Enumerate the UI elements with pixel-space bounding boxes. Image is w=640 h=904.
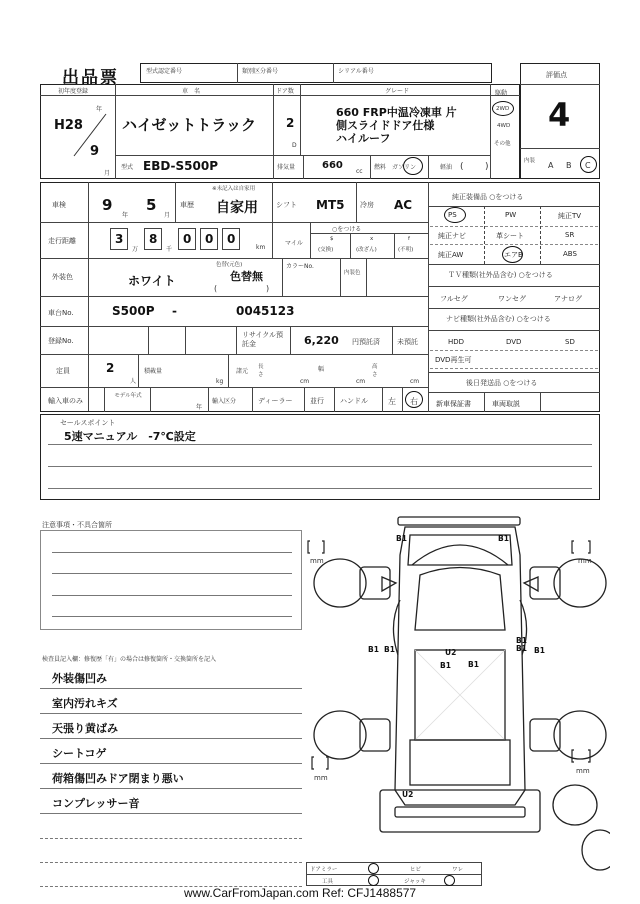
- eq-aw: 純正AW: [438, 251, 464, 259]
- mm-label-3: mm: [314, 774, 328, 782]
- interior-color-label: 内装色: [344, 270, 361, 276]
- legend-tool-circle: [368, 875, 379, 886]
- length-cm: cm: [300, 378, 310, 385]
- name-label: 車 名: [182, 88, 201, 95]
- note-item-3: 天張り黄ばみ: [52, 722, 118, 735]
- eq-sr: SR: [565, 231, 575, 239]
- eq-navi: 純正ナビ: [438, 232, 466, 240]
- first-reg-label: 初年度登録: [58, 88, 89, 95]
- tv-fullseg: フルセグ: [440, 295, 468, 303]
- tv-oneseg: ワンセグ: [498, 295, 526, 303]
- header-codes-box: [140, 63, 492, 83]
- opt-tamper: (改ざん): [356, 247, 377, 253]
- opt-unknown: (不明): [398, 247, 414, 253]
- parallel-label: 並行: [310, 397, 324, 405]
- legend-jack-circle: [444, 875, 455, 886]
- interior-c-circle: [580, 156, 597, 173]
- ac-label: 冷房: [360, 201, 374, 209]
- inspection-month: 5: [146, 196, 157, 214]
- tv-type-label: ＴＶ種類(社外品含む) ○をつける: [448, 271, 553, 279]
- opt-swap: (交換): [318, 247, 334, 253]
- eq-leather: 革シート: [496, 232, 524, 240]
- recycle-unpaid: 未預託: [397, 338, 418, 346]
- displacement: 660: [322, 160, 343, 171]
- mm-label-4: mm: [576, 767, 590, 775]
- chassis-number: 0045123: [236, 304, 295, 318]
- kg-unit: kg: [216, 378, 224, 385]
- damage-mark-6: B1: [440, 661, 451, 670]
- fuel-gasoline-circle: [403, 157, 423, 175]
- fuel-diesel: 軽油: [440, 164, 453, 171]
- opt-f: f: [408, 236, 410, 242]
- month-unit: 月: [104, 170, 111, 177]
- legend-break: ワレ: [452, 867, 464, 873]
- cc-unit: cc: [356, 168, 363, 175]
- damage-mark-1: B1: [396, 534, 407, 543]
- type-cert-label: 型式認定番号: [146, 68, 183, 75]
- inspector-label: 検査員記入欄：修復歴「有」の場合は修復箇所・交換箇所を記入: [42, 656, 217, 663]
- mm-label-1: mm: [310, 557, 324, 565]
- handle-label: ハンドル: [340, 397, 368, 405]
- doors-label: ドア数: [276, 88, 294, 95]
- exterior-color: ホワイト: [128, 274, 176, 288]
- person-unit: 人: [130, 378, 137, 385]
- grade-line-3: ハイルーフ: [336, 132, 391, 145]
- drive-2wd-circle: [492, 101, 514, 116]
- drive-other: その他: [494, 141, 511, 147]
- sales-point-label: セールスポイント: [60, 419, 116, 427]
- eq-ps: PS: [448, 211, 457, 219]
- opt-x: x: [370, 236, 374, 242]
- damage-mark-9: B1: [516, 644, 527, 653]
- first-reg-month: 9: [90, 144, 100, 159]
- repaint-paren-open: (: [214, 284, 218, 293]
- height-label: 高さ: [372, 364, 378, 378]
- grade-label: グレード: [385, 88, 410, 95]
- model-year-label: モデル年式: [114, 393, 142, 399]
- recycle-label: リサイクル預託金: [242, 331, 284, 348]
- year-unit: 年: [96, 106, 103, 113]
- door-count: 2: [286, 116, 295, 130]
- dvd-player: DVD再生可: [435, 356, 472, 364]
- width-label: 幅: [318, 366, 325, 373]
- eq-airbag: エアB: [504, 251, 523, 259]
- drive-4wd: 4WD: [497, 123, 511, 129]
- damage-mark-2: B1: [498, 534, 509, 543]
- shift-label: シフト: [276, 201, 297, 209]
- inspection-year-unit: 年: [122, 212, 129, 219]
- damage-mark-7: B1: [468, 660, 479, 669]
- drive-label: 駆動: [495, 90, 508, 97]
- new-car-warranty: 新車保証書: [436, 400, 471, 408]
- fuel-label: 燃料: [374, 164, 387, 171]
- ac-value: AC: [394, 198, 413, 212]
- miles-label: マイル: [285, 240, 303, 247]
- mileage-digit-2: 8: [149, 232, 158, 246]
- damage-mark-5: U2: [445, 648, 457, 657]
- capacity-value: 2: [106, 361, 115, 375]
- repaint-value: 色替無: [230, 270, 263, 283]
- sales-point-line-1: 5速マニュアル -7℃設定: [64, 430, 196, 443]
- eq-airbag-circle: [502, 246, 523, 263]
- fuel-paren-close: ): [485, 162, 489, 172]
- genuine-equipment-label: 純正装備品 ○をつける: [452, 193, 524, 201]
- note-item-4: シートコゲ: [52, 747, 107, 760]
- door-d: D: [292, 142, 297, 149]
- km-unit: km: [256, 244, 266, 251]
- legend-jack: ジャッキ: [404, 879, 426, 885]
- note-item-1: 外装傷凹み: [52, 672, 107, 685]
- capacity-label: 定員: [56, 367, 70, 375]
- color-no-label: カラーNo.: [286, 263, 314, 270]
- interior-c: C: [585, 161, 591, 170]
- mileage-digit-1: 3: [115, 232, 124, 246]
- repaint-paren-close: ): [266, 284, 270, 293]
- interior-a: A: [548, 161, 554, 170]
- load-label: 積載量: [144, 368, 163, 375]
- damage-mark-11: U2: [402, 790, 414, 799]
- recycle-amount: 6,220: [304, 334, 339, 347]
- legend-mirror-circle: [368, 863, 379, 874]
- navi-hdd: HDD: [448, 338, 465, 346]
- legend-tool: 工具: [322, 879, 334, 885]
- mm-label-2: mm: [578, 557, 592, 565]
- repaint-label: 色替(元色): [216, 262, 243, 268]
- damage-mark-10: B1: [534, 646, 545, 655]
- interior-label: 内装: [524, 158, 536, 164]
- navi-dvd: DVD: [506, 338, 522, 346]
- inspection-label: 車検: [52, 201, 66, 209]
- note-item-6: コンプレッサー音: [52, 797, 140, 810]
- model-label: 型式: [121, 164, 134, 171]
- opt-dollar: $: [330, 236, 334, 242]
- width-cm: cm: [356, 378, 366, 385]
- chassis-label: 車台No.: [48, 309, 74, 317]
- mileage-digit-3: 0: [183, 232, 192, 246]
- vehicle-manual: 車両取説: [492, 400, 520, 408]
- eq-tv: 純正TV: [558, 212, 582, 220]
- tv-analog: アナログ: [554, 295, 582, 303]
- man-unit: 万: [132, 246, 139, 253]
- navi-type-label: ナビ種類(社外品含む) ○をつける: [446, 315, 551, 323]
- grade-line-2: 側スライドドア仕様: [336, 119, 435, 132]
- car-name: ハイゼットトラック: [122, 116, 256, 134]
- circle-note: ○をつける: [332, 226, 362, 233]
- mileage-label: 走行距離: [48, 237, 76, 245]
- sheet-title: 出品票: [62, 68, 119, 88]
- damage-mark-3: B1: [368, 645, 379, 654]
- fuel-gasoline: ガソリン: [392, 164, 417, 171]
- displacement-label: 排気量: [277, 164, 296, 171]
- damage-mark-4: B1: [384, 645, 395, 654]
- note-item-2: 室内汚れキズ: [52, 697, 118, 710]
- shift-value: MT5: [316, 198, 345, 212]
- recycle-paid: 円預託済: [352, 338, 380, 346]
- history-value: 自家用: [216, 200, 258, 216]
- dims-label: 諸元: [236, 368, 249, 375]
- handle-right: 右: [410, 397, 418, 406]
- note-item-5: 荷箱傷凹みドア閉まり悪い: [52, 772, 184, 785]
- vehicle-diagram: [300, 505, 610, 885]
- notes-label: 注意事項・不具合箇所: [42, 521, 112, 529]
- drive-2wd: 2WD: [496, 106, 510, 112]
- handle-right-circle: [405, 391, 423, 408]
- history-label: 車歴: [180, 201, 194, 209]
- notes-box: [40, 530, 302, 630]
- eq-abs: ABS: [563, 250, 577, 258]
- handle-left: 左: [388, 397, 396, 406]
- grade-line-1: 660 FRP中温冷凍車 片: [336, 106, 457, 119]
- length-label: 長さ: [258, 364, 264, 378]
- score-label: 評価点: [546, 71, 567, 79]
- inspection-month-unit: 月: [164, 212, 171, 219]
- model-code: EBD-S500P: [143, 159, 218, 173]
- score-value: 4: [548, 96, 571, 134]
- mileage-digit-5: 0: [227, 232, 236, 246]
- model-year-unit: 年: [196, 404, 203, 411]
- first-reg-year: H28: [54, 118, 83, 133]
- color-label: 外装色: [52, 273, 73, 281]
- import-label: 輸入車のみ: [48, 397, 83, 405]
- interior-b: B: [566, 161, 572, 170]
- history-note: ※未記入は自家用: [212, 186, 256, 192]
- import-type-label: 輸入区分: [212, 398, 237, 405]
- height-cm: cm: [410, 378, 420, 385]
- navi-sd: SD: [565, 338, 575, 346]
- footer-watermark: www.CarFromJapan.com Ref: CFJ1488577: [184, 886, 417, 900]
- after-ship-label: 後日発送品 ○をつける: [466, 379, 538, 387]
- legend-crack: ヒビ: [410, 867, 422, 873]
- dealer-label: ディーラー: [258, 397, 293, 405]
- sen-unit: 千: [166, 246, 173, 253]
- fuel-paren-open: (: [460, 162, 464, 172]
- damage-mark-8: B1: [516, 636, 527, 645]
- reg-no-label: 登録No.: [48, 337, 74, 345]
- class-label: 類別区分番号: [242, 68, 279, 75]
- chassis-model: S500P: [112, 304, 155, 318]
- eq-pw: PW: [505, 211, 517, 219]
- chassis-dash: -: [172, 304, 177, 318]
- inspection-year: 9: [102, 196, 113, 214]
- legend-door-mirror: ドアミラー: [310, 867, 338, 873]
- serial-label: シリアル番号: [338, 68, 374, 75]
- eq-ps-circle: [444, 207, 466, 223]
- mileage-digit-4: 0: [205, 232, 214, 246]
